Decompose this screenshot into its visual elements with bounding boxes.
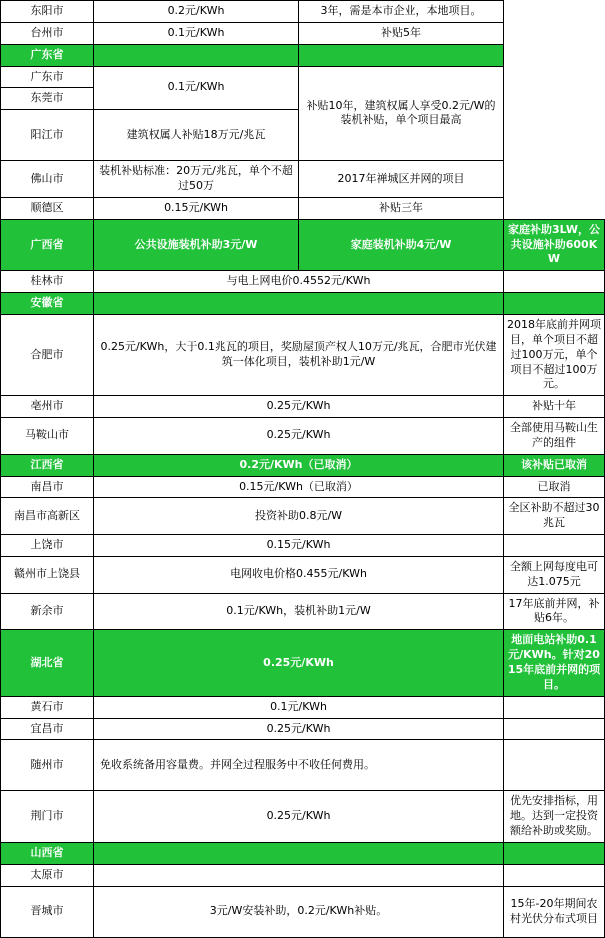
note-cell: 全部使用马鞍山生产的组件: [504, 418, 605, 455]
province-note: [504, 293, 605, 315]
note-cell: 2018年底前并网项目，单个项目不超过100万元，单个项目不超过100万元。: [504, 314, 605, 395]
province-header-row: [1, 630, 605, 696]
subsidy-cell: 装机补贴标准：20万元/兆瓦，单个不超过50万: [94, 161, 299, 198]
province-header-row: [1, 219, 605, 271]
region-cell: 台州市: [1, 22, 94, 44]
note-cell: 全区补助不超过30兆瓦: [504, 498, 605, 535]
note-cell: [504, 696, 605, 718]
subsidy-cell: 0.1元/KWh，装机补助1元/W: [94, 593, 504, 630]
region-cell: 南昌市: [1, 476, 94, 498]
table-row: [1, 22, 605, 44]
province-subsidy: [94, 44, 299, 66]
table-row: [1, 161, 605, 198]
table-row: [1, 197, 605, 219]
province-note: 家庭补助3LW，公共设施补助600KW: [504, 219, 605, 271]
subsidy-cell: 0.25元/KWh: [94, 718, 504, 740]
region-cell: 黄石市: [1, 696, 94, 718]
region-cell: 合肥市: [1, 314, 94, 395]
note-cell: 3年，需是本市企业，本地项目。: [299, 1, 504, 23]
table-row: [1, 864, 605, 886]
table-row: [1, 396, 605, 418]
province-name: 湖北省: [1, 630, 94, 696]
subsidy-cell: 0.15元/KWh（已取消）: [94, 476, 504, 498]
province-name: 广西省: [1, 219, 94, 271]
subsidy-cell: 0.25元/KWh: [94, 791, 504, 843]
region-cell: 亳州市: [1, 396, 94, 418]
note-cell: 补贴5年: [299, 22, 504, 44]
note-cell: 补贴10年，建筑权属人享受0.2元/W的装机补贴，单个项目最高: [299, 66, 504, 161]
region-cell: 广东市: [1, 66, 94, 88]
province-name: 江西省: [1, 454, 94, 476]
province-header-row: [1, 454, 605, 476]
note-cell: [504, 740, 605, 791]
region-cell: 上饶市: [1, 535, 94, 557]
province-name: 安徽省: [1, 293, 94, 315]
table-row: [1, 535, 605, 557]
table-row: [1, 556, 605, 593]
note-cell: 2017年禅城区并网的项目: [299, 161, 504, 198]
region-cell: 阳江市: [1, 110, 94, 161]
table-row: [1, 791, 605, 843]
province-note: 该补贴已取消: [504, 454, 605, 476]
table-row: [1, 593, 605, 630]
region-cell: 晋城市: [1, 886, 94, 937]
table-row: [1, 718, 605, 740]
province-name: 山西省: [1, 842, 94, 864]
province-subsidy-public: 公共设施装机补助3元/W: [94, 219, 299, 271]
region-cell: 新余市: [1, 593, 94, 630]
subsidy-cell: 投资补助0.8元/W: [94, 498, 504, 535]
province-header-row: [1, 44, 605, 66]
subsidy-cell: 免收系统备用容量费。并网全过程服务中不收任何费用。: [94, 740, 504, 791]
note-cell: 全额上网每度电可达1.075元: [504, 556, 605, 593]
region-cell: 太原市: [1, 864, 94, 886]
province-name: 广东省: [1, 44, 94, 66]
region-cell: 赣州市上饶县: [1, 556, 94, 593]
table-body: [1, 1, 605, 938]
subsidy-cell: 电网收电价格0.455元/KWh: [94, 556, 504, 593]
region-cell: 佛山市: [1, 161, 94, 198]
province-subsidy: [94, 842, 504, 864]
note-cell: [504, 535, 605, 557]
table-row: [1, 696, 605, 718]
note-cell: 15年-20年期间农村光伏分布式项目: [504, 886, 605, 937]
subsidy-cell: 0.25元/KWh: [94, 418, 504, 455]
subsidy-cell: 建筑权属人补贴18万元/兆瓦: [94, 110, 299, 161]
note-cell: 补贴三年: [299, 197, 504, 219]
table-row: [1, 886, 605, 937]
region-cell: 东阳市: [1, 1, 94, 23]
note-cell: 补贴十年: [504, 396, 605, 418]
table-row: [1, 498, 605, 535]
province-header-row: [1, 293, 605, 315]
subsidy-cell: 0.1元/KWh: [94, 66, 299, 110]
region-cell: 马鞍山市: [1, 418, 94, 455]
subsidy-cell: 0.15元/KWh: [94, 535, 504, 557]
note-cell: 优先安排指标，用地。达到一定投资额给补助或奖励。: [504, 791, 605, 843]
note-cell: [504, 718, 605, 740]
province-note: 地面电站补助0.1元/KWh。针对2015年底前并网的项目。: [504, 630, 605, 696]
subsidy-cell: 0.1元/KWh: [94, 696, 504, 718]
table-row: [1, 476, 605, 498]
province-header-row: [1, 842, 605, 864]
subsidy-cell: 0.25元/KWh，大于0.1兆瓦的项目，奖励屋顶产权人10万元/兆瓦，合肥市光伏建筑一体化项目，装机补助1元/W: [94, 314, 504, 395]
table-row: [1, 271, 605, 293]
province-subsidy: 0.2元/KWh（已取消）: [94, 454, 504, 476]
subsidy-cell: 0.25元/KWh: [94, 396, 504, 418]
subsidy-cell: 0.1元/KWh: [94, 22, 299, 44]
province-note: [504, 842, 605, 864]
table-row: [1, 314, 605, 395]
province-note: [299, 44, 504, 66]
note-cell: 已取消: [504, 476, 605, 498]
province-subsidy: 0.25元/KWh: [94, 630, 504, 696]
subsidy-cell: 与电上网电价0.4552元/KWh: [94, 271, 504, 293]
subsidy-cell: 0.2元/KWh: [94, 1, 299, 23]
region-cell: 荆门市: [1, 791, 94, 843]
region-cell: 随州市: [1, 740, 94, 791]
table-row: [1, 418, 605, 455]
province-subsidy-home: 家庭装机补助4元/W: [299, 219, 504, 271]
subsidy-cell: 3元/W安装补助，0.2元/KWh补贴。: [94, 886, 504, 937]
table-row: [1, 740, 605, 791]
subsidy-cell: [94, 864, 504, 886]
note-cell: 17年底前并网，补贴6年。: [504, 593, 605, 630]
region-cell: 桂林市: [1, 271, 94, 293]
note-cell: [504, 864, 605, 886]
region-cell: 顺德区: [1, 197, 94, 219]
region-cell: 南昌市高新区: [1, 498, 94, 535]
table-row: [1, 1, 605, 23]
note-cell: [504, 271, 605, 293]
subsidy-cell: 0.15元/KWh: [94, 197, 299, 219]
region-cell: 东莞市: [1, 88, 94, 110]
region-cell: 宜昌市: [1, 718, 94, 740]
province-subsidy: [94, 293, 504, 315]
table-row: [1, 66, 605, 88]
